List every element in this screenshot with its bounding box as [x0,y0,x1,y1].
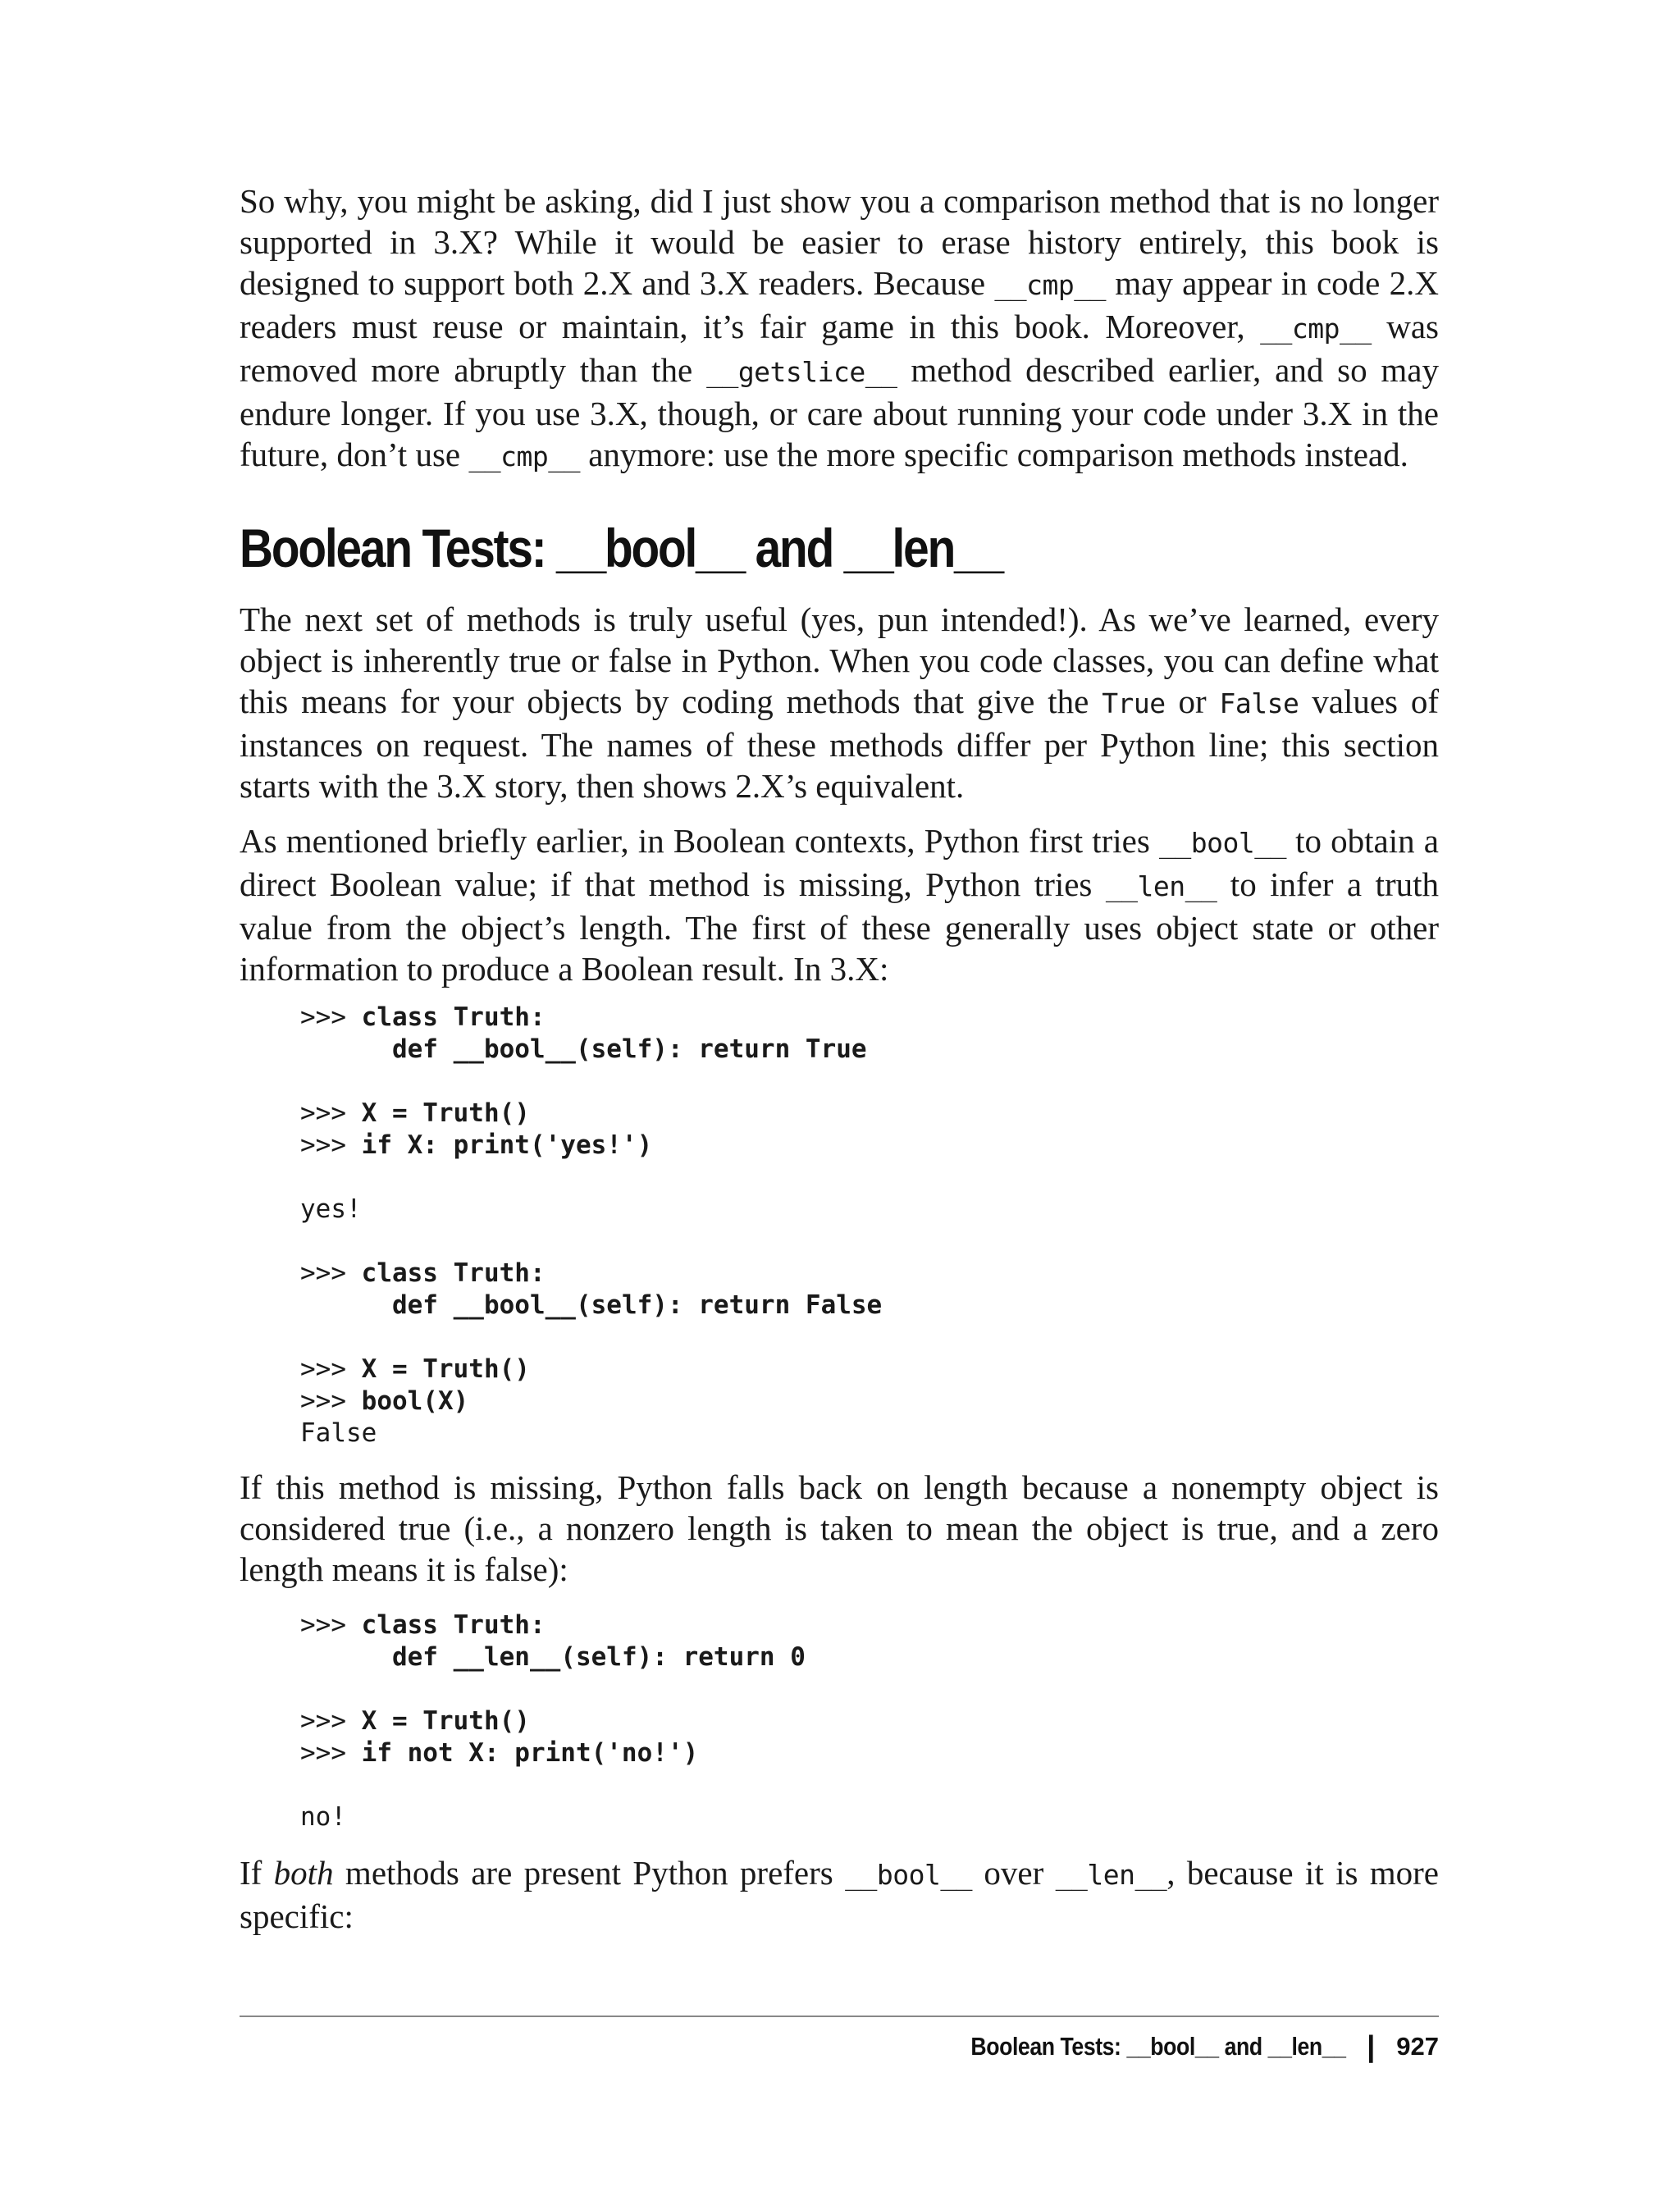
code-blank-line [300,1322,882,1354]
paragraph-useful [240,599,1439,806]
code-input: class Truth: [361,1258,546,1288]
code-input: if not X: print('no!') [361,1738,699,1768]
text-run: may appear in code 2.X readers must reuse or maintain, it’s fair game in this book. Moreover, [240,264,1439,345]
code-line [300,1737,806,1769]
code-line [300,1290,882,1322]
code-output [300,1642,392,1672]
code-block-bool [300,1002,882,1449]
code-line [300,1801,806,1833]
code-line [300,1609,806,1641]
code-input: X = Truth() [361,1098,530,1128]
code-input: def __bool__(self): return True [391,1034,867,1064]
code-output: >>> [300,1002,362,1032]
paragraph-mentioned [240,820,1439,989]
text-run: values of instances on request. The names of these methods differ per Python line; this section starts with the 3.X story, then shows 2.X’s equivalent. [240,682,1439,805]
text-run: anymore: use the more specific comparison methods instead. [579,436,1408,473]
inline-code: __bool__ [845,1859,973,1891]
inline-code: __cmp__ [468,441,580,472]
inline-code: __len__ [1105,870,1217,902]
code-blank-line [300,1226,882,1258]
intro-paragraph [240,180,1439,477]
code-output: no! [300,1802,346,1832]
text-run: was removed more abruptly than the [240,308,1439,389]
code-block-len [300,1609,806,1833]
text-run: method described earlier, and so may endure longer. If you use 3.X, though, or care about running your code under 3.X in the future, don’t use [240,351,1439,473]
paragraph-missing [240,1467,1439,1590]
code-output: >>> [300,1738,362,1768]
text-run: As mentioned briefly earlier, in Boolean contexts, Python first tries [240,822,1159,860]
text-run: If [240,1854,274,1892]
inline-code: True [1102,687,1166,719]
inline-code: __cmp__ [1260,313,1372,345]
text-run: , because it is more specific: [240,1854,1440,1935]
text-run: If this method is missing, Python falls back on length because a nonempty object is considered true (i.e., a nonzero length is taken to mean the object is true, and a zero length means it is false): [240,1468,1439,1588]
code-input: def __len__(self): return 0 [391,1642,806,1672]
code-output: >>> [300,1258,362,1288]
code-line [300,1194,882,1226]
inline-code: __len__ [1055,1859,1167,1891]
section-heading: Boolean Tests: __bool__ and __len__ [240,518,1002,578]
inline-code: __getslice__ [706,356,897,388]
inline-code: False [1219,687,1299,719]
code-line [300,1386,882,1418]
emphasis: both [273,1854,334,1892]
code-line [300,1705,806,1737]
code-output [300,1290,392,1320]
code-line [300,1002,882,1034]
code-output: False [300,1418,377,1448]
paragraph-missing-block [240,1467,1439,1590]
footer-running-title: Boolean Tests: __bool__ and __len__ [970,2032,1346,2061]
code-input: X = Truth() [361,1354,530,1384]
page-footer [910,2026,1439,2067]
footer-separator: | [1367,2029,1376,2063]
inline-code: __cmp__ [994,269,1106,301]
footer-page-number: 927 [1396,2032,1439,2061]
text-run: or [1165,682,1220,720]
code-line [300,1098,882,1130]
paragraph-both-block [240,1852,1439,1937]
code-input: class Truth: [361,1002,546,1032]
code-output: >>> [300,1706,362,1736]
text-run: So why, you might be asking, did I just show you a comparison method that is no longer supported in 3.X? While it would be easier to erase history entirely, this book is designed to support both 2.X and 3.X readers. Because [240,182,1439,302]
code-output: yes! [300,1194,362,1224]
text-run: to obtain a direct Boolean value; if that method is missing, Python tries [240,822,1439,903]
code-output [300,1034,392,1064]
footer-rule [240,2016,1439,2017]
code-input: X = Truth() [361,1706,530,1736]
code-input: bool(X) [361,1386,469,1416]
code-output: >>> [300,1130,362,1160]
paragraph-both [240,1852,1439,1937]
code-line [300,1641,806,1673]
code-output: >>> [300,1386,362,1416]
code-line [300,1130,882,1162]
paragraph-mentioned-block [240,820,1439,989]
code-blank-line [300,1162,882,1194]
code-blank-line [300,1769,806,1801]
code-line [300,1034,882,1066]
code-output: >>> [300,1354,362,1384]
code-blank-line [300,1673,806,1705]
text-run: to infer a truth value from the object’s length. The first of these generally uses object state or other information to produce a Boolean result. In 3.X: [240,865,1439,988]
code-input: class Truth: [361,1610,546,1640]
code-output: >>> [300,1098,362,1128]
code-input: if X: print('yes!') [361,1130,653,1160]
code-line [300,1258,882,1290]
code-input: def __bool__(self): return False [391,1290,883,1320]
text-run: over [972,1854,1056,1892]
code-blank-line [300,1066,882,1098]
text-run: methods are present Python prefers [333,1854,846,1892]
inline-code: __bool__ [1159,827,1286,859]
text-run: The next set of methods is truly useful (yes, pun intended!). As we’ve learned, every object is inherently true or false in Python. When you code classes, you can define what this means for your objects by coding methods that give the [240,600,1439,720]
intro-paragraph-block [240,180,1439,477]
paragraph-useful-block [240,599,1439,806]
code-line [300,1418,882,1449]
code-output: >>> [300,1610,362,1640]
section-heading-block [240,515,1439,581]
code-line [300,1354,882,1386]
